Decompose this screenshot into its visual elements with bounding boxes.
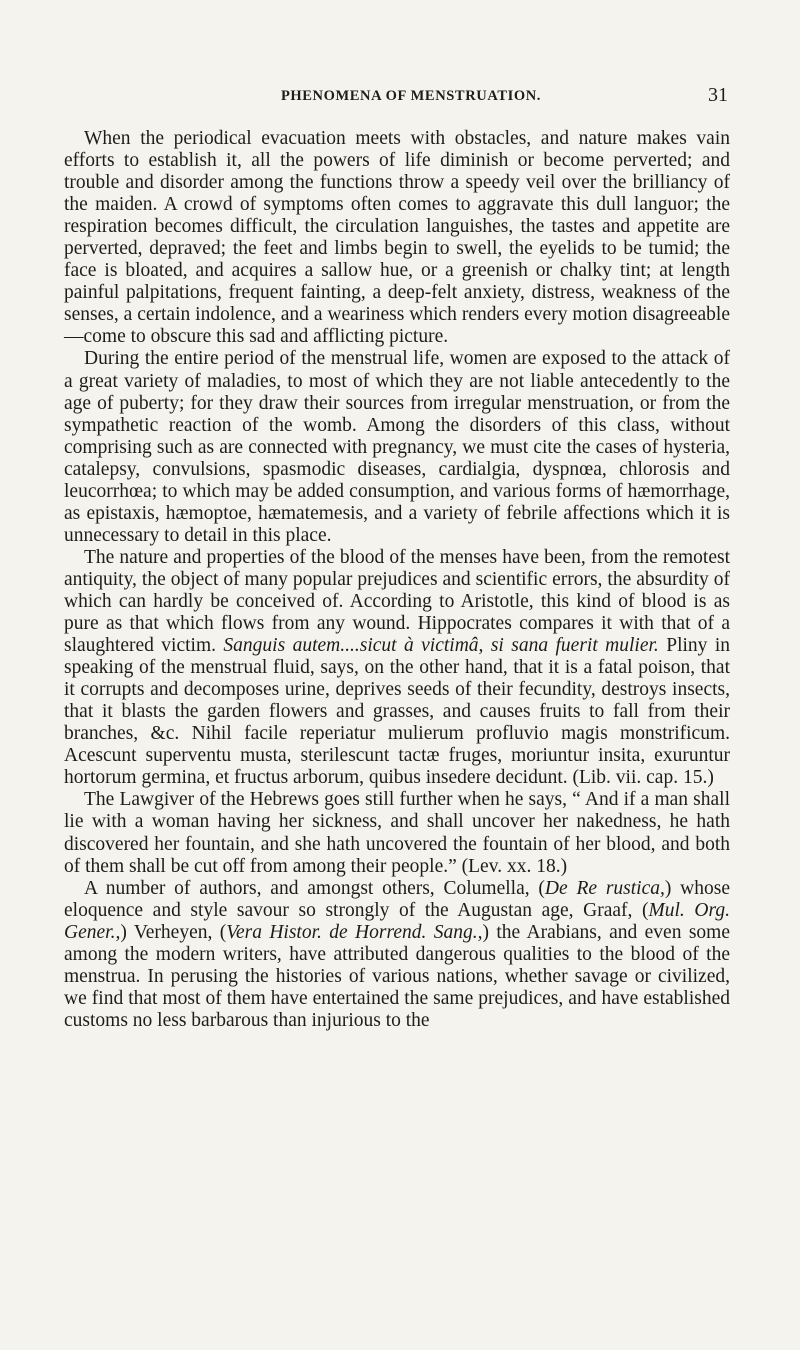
paragraph-3 <box>64 547 730 790</box>
paragraph-2 <box>64 348 730 546</box>
text-segment: The nature and properties of the blood of the menses have been, from the remotest antiquity, the object of many popular prejudices and scientific errors, the absurdity of which can hardly be conceived of. According to Aristotle, this kind of blood is as pure as that which flows from any wound. Hippocrates compares it with that of a slaughtered victim. <box>64 546 730 657</box>
text-segment: A number of authors, and amongst others, Columella, ( <box>84 877 545 899</box>
body-text <box>64 128 730 1032</box>
citation-title: De Re rustica, <box>544 877 665 899</box>
latin-quotation: Sanguis autem....sicut à victimâ, si sana fuerit mulier. <box>223 635 659 657</box>
page-number: 31 <box>708 84 728 106</box>
paragraph-5 <box>64 878 730 1032</box>
citation-title: Mul. Org. Gener., <box>64 899 730 943</box>
text-segment: When the periodical evacuation meets with obstacles, and nature makes vain efforts to establish it, all the powers of life diminish or become perverted; and trouble and disorder among the functions throw a speedy veil over the brilliancy of the maiden. A crowd of symptoms often comes to aggravate this dull languor; the respiration becomes difficult, the circulation languishes, the tastes and appetite are perverted, depraved; the feet and limbs begin to swell, the eyelids to be tumid; the face is bloated, and acquires a sallow hue, or a greenish or chalky tint; at length painful palpitations, frequent fainting, a deep-felt anxiety, distress, weakness of the senses, a certain indolence, and a weariness which renders every motion disagreeable —come to obscure this sad and afflicting picture. <box>64 128 730 348</box>
page-header <box>60 84 728 114</box>
citation-title: Vera Histor. de Horrend. Sang., <box>226 921 483 943</box>
text-segment: During the entire period of the menstrual life, women are exposed to the attack of a great variety of maladies, to most of which they are not liable antecedently to the age of puberty; for they draw their sources from irregular menstruation, or from the sympathetic reaction of the womb. Among the disorders of this class, without comprising such as are connected with pregnancy, we must cite the cases of hysteria, catalepsy, convulsions, spasmodic diseases, cardialgia, dyspnœa, chlorosis and leucorrhœa; to which may be added consumption, and various forms of hæmorrhage, as epistaxis, hæmoptoe, hæmatemesis, and a variety of febrile affections which it is unnecessary to detail in this place. <box>64 348 730 546</box>
text-segment: Pliny in speaking of the menstrual fluid, says, on the other hand, that it is a fatal poison, that it corrupts and decomposes urine, deprives seeds of their fecundity, destroys insects, that it blasts the garden flowers and grasses, and causes fruits to fall from their branches, &c. Nihil facile reperiatur mulierum profluvio magis monstrificum. Acescunt superventu musta, sterilescunt tactæ fruges, moriuntur insita, exuruntur hortorum germina, et fructus arborum, quibus insedere decidunt. (Lib. vii. cap. 15.) <box>64 635 730 789</box>
running-head: PHENOMENA OF MENSTRUATION. <box>280 88 542 104</box>
text-segment: ) whose eloquence and style savour so strongly of the Augustan age, Graaf, ( <box>64 877 730 921</box>
text-segment: The Lawgiver of the Hebrews goes still further when he says, “ And if a man shall lie with a woman having her sickness, and shall uncover her nakedness, he hath discovered her fountain, and she hath uncovered the fountain of her blood, and both of them shall be cut off from among their people.” (Lev. xx. 18.) <box>64 789 730 877</box>
text-segment: ) Verheyen, ( <box>120 921 227 943</box>
text-segment: ) the Arabians, and even some among the modern writers, have attributed dangerous qualities to the blood of the menstrua. In perusing the histories of various nations, whether savage or civilized, we find that most of them have entertained the same prejudices, and have established customs no less barbarous than injurious to the <box>64 921 731 1031</box>
paragraph-4 <box>64 789 730 877</box>
paragraph-1 <box>64 128 730 348</box>
